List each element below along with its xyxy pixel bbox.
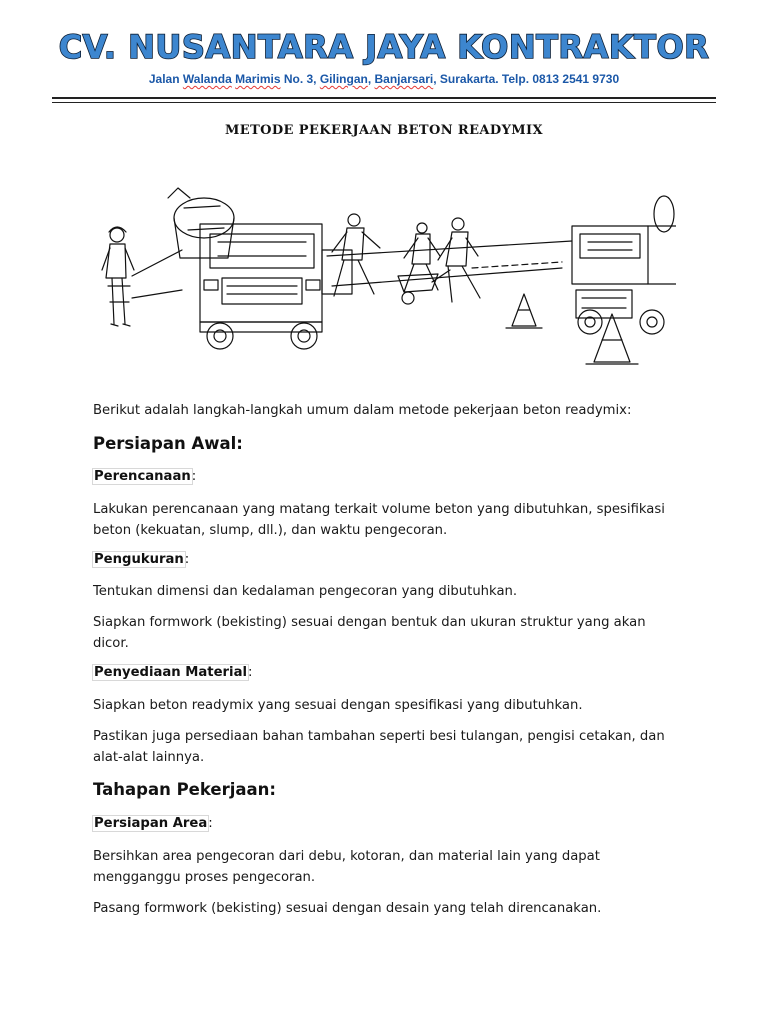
paragraph-penyediaan-2: Pastikan juga persediaan bahan tambahan seperti besi tulangan, pengisi cetakan, dan alat-alat lainnya. (93, 729, 665, 765)
header-divider-thin (52, 102, 716, 103)
subheading-penyediaan-material: Penyediaan Material: (94, 665, 253, 680)
address-street-word-1: Walanda (182, 72, 232, 86)
header-divider-thick (52, 97, 716, 99)
company-address: Jalan Walanda Marimis No. 3, Gilingan, Banjarsari, Surakarta. Telp. 0813 2541 9730 (148, 72, 620, 86)
paragraph-pengukuran-1: Tentukan dimensi dan kedalaman pengecoran yang dibutuhkan. (93, 584, 518, 599)
paragraph-persiapan-area-1: Bersihkan area pengecoran dari debu, kotoran, dan material lain yang dapat mengganggu proses pengecoran. (93, 849, 600, 885)
section-heading-tahapan-pekerjaan: Tahapan Pekerjaan: (93, 780, 276, 799)
address-district-1: Gilingan (319, 72, 368, 86)
company-name: CV. NUSANTARA JAYA KONTRAKTOR (58, 28, 710, 66)
subheading-perencanaan: Perencanaan: (94, 469, 197, 484)
concrete-pouring-scene-illustration (92, 186, 676, 376)
section-heading-persiapan-awal: Persiapan Awal: (93, 434, 243, 453)
paragraph-perencanaan: Lakukan perencanaan yang matang terkait volume beton yang dibutuhkan, spesifikasi beton (kekuatan, slump, dll.), dan waktu pengecoran. (93, 502, 665, 538)
intro-paragraph: Berikut adalah langkah-langkah umum dalam metode pekerjaan beton readymix: (93, 403, 632, 418)
subheading-persiapan-area: Persiapan Area: (94, 816, 213, 831)
subheading-pengukuran: Pengukuran: (94, 552, 190, 567)
paragraph-persiapan-area-2: Pasang formwork (bekisting) sesuai dengan desain yang telah direncanakan. (93, 901, 602, 916)
paragraph-penyediaan-1: Siapkan beton readymix yang sesuai dengan spesifikasi yang dibutuhkan. (93, 698, 583, 713)
paragraph-pengukuran-2: Siapkan formwork (bekisting) sesuai dengan bentuk dan ukuran struktur yang akan dicor. (93, 615, 646, 651)
document-title: METODE PEKERJAAN BETON READYMIX (224, 123, 544, 138)
address-street-word-2: Marimis (235, 72, 281, 86)
address-district-2: Banjarsari (374, 72, 434, 86)
